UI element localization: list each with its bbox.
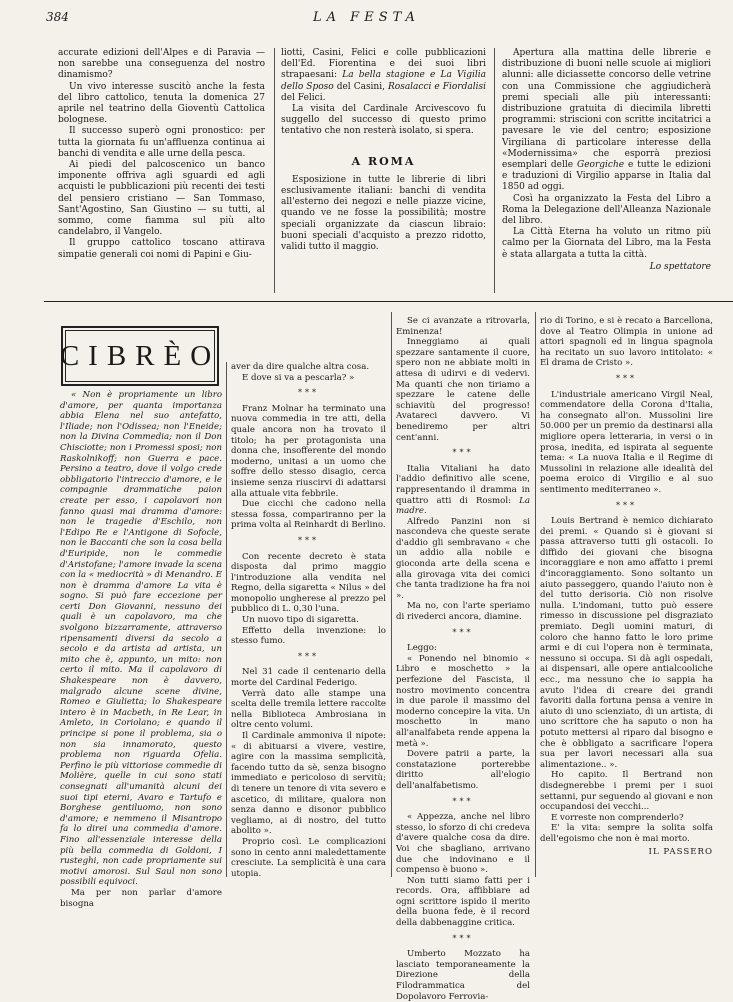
paragraph (502, 48, 711, 194)
cibreo-title: CIBRÈO (59, 339, 221, 372)
running-head: LA FESTA (313, 10, 420, 25)
paragraph: Se ci avanzate a ritrovarla, Eminenza! (396, 316, 530, 337)
section-rule (44, 301, 733, 302)
text: del Felici. (281, 92, 326, 103)
text: Italia Vitaliani ha dato l'addio definitivo alle scene, rappresentando il dramma in quattro atti di Rosmol: (396, 463, 530, 506)
separator-stars: *** (298, 535, 319, 545)
separator-stars: *** (452, 448, 474, 458)
paragraph (396, 464, 530, 517)
section-heading-a-roma: A ROMA (351, 154, 416, 168)
paragraph: Ai piedi del palcoscenico un banco imponente offriva agli sguardi ed agli acquisti le pubblicazioni più recenti dei testi del pensiero cristiano — San Tommaso, Sant'Agostino, San Giustino — su tutti, al sommo, come fiamma sul più alto candelabro, il Vangelo. (58, 160, 265, 238)
paragraph: Il successo superò ogni pronostico: per tutta la giornata fu un'affluenza continua ai banchi di vendita e alle urne della pesca. (58, 126, 265, 159)
paragraph: E vorreste non comprenderlo? (551, 812, 684, 823)
paragraph: Verrà dato alle stampe una scelta delle tremila lettere raccolte nella Biblioteca Ambrosiana in oltre cento volumi. (231, 688, 386, 731)
paragraph: Ma no, con l'arte speriamo di rivederci ancora, diamine. (396, 601, 530, 623)
paragraph: « Appezza, anche nel libro stesso, lo sforzo di chi credeva d'avere qualche cosa da dire. Voi che sbagliano, arrivano due che indovinano e il compenso è buono ». (396, 812, 530, 876)
paragraph: Non tutti siamo fatti per i records. Ora, affibbiare ad ogni scrittore ispido il merito della buona fede, è il record della dabbenaggine critica. (396, 875, 530, 929)
paragraph: La Città Eterna ha voluto un ritmo più calmo per la Giornata del Libro, ma la Festa è stata allargata a tutta la città. (502, 227, 711, 260)
paragraph: Proprio così. Le complicazioni sono in cento anni maledettamente cresciute. La semplicità è una cara utopia. (231, 836, 386, 879)
top-column-3 (502, 48, 711, 273)
paragraph: Due cicchi che cadono nella stessa fossa, compariranno per la prima volta al Reinhardt di Berlino. (231, 499, 386, 531)
paragraph: Un vivo interesse suscitò anche la festa del libro cattolico, tenuta la domenica 27 aprile nel teatrino della Gioventù Cattolica bolognese. (58, 81, 265, 126)
paragraph: Leggo: (407, 643, 437, 654)
top-column-1 (58, 48, 265, 261)
paragraph: La visita del Cardinale Arcivescovo fu suggello del successo di questo primo tentativo che non resterà isolato, si spera. (281, 104, 486, 137)
paragraph: Ho capito. Il Bertrand non disdegnerebbe i premi per i suoi settanni, pur seguendo al giovani e non occupandosi dei vecchi... (540, 770, 713, 813)
paragraph: Inneggiamo ai quali spezzare santamente il cuore, spero non ne abbiate molti in attesa di udirvi e di vedervi. Ma quanti che non tiriamo a spezzare le catene delle schiavitù del progresso! Avatareci davvero. Vi benediremo per altri cent'anni. (396, 337, 530, 443)
separator-stars: *** (452, 627, 474, 637)
paragraph: Con recente decreto è stata disposta dal primo maggio l'introduzione alla vendita nel Regno, della sigaretta « Nilus » del monopolio ungherese al prezzo pel pubblico di L. 0,30 l'una. (231, 551, 386, 615)
paragraph: Dovere patrii a parte, la constatazione porterebbe diritto all'elogio dell'analfabetismo. (396, 749, 530, 791)
paragraph: Un nuovo tipo di sigaretta. (242, 615, 359, 626)
paragraph: Esposizione in tutte le librerie di libri esclusivamente italiani: banchi di vendita all'esterno dei negozi e nelle piazze vicine, quando ve ne fosse la possibilità; mostre speciali organizzate da ciascun libraio: buoni speciali d'acquisto a prezzo ridotto, validi tutto il maggio. (281, 174, 486, 253)
paragraph: Effetto della invenzione: lo stesso fumo. (231, 625, 386, 647)
top-column-2 (281, 48, 486, 253)
paragraph: E dove si va a pescarla? » (242, 372, 355, 383)
quotation: « Non è propriamente un libro d'amore, per quanta importanza abbia Elena nel suo antefatto, l'Iliade; non l'Odissea; non l'Eneide; non la Divina Commedia; non il Don Chisciotte; non i Promessi sposi; non Raskolnikoff; non Guerra e pace. Persino a teatro, dove il volgo crede obbligatorio l'intreccio d'amore, e le compagnie drammatiche paion create per esso, i capolavori non fanno quasi mai dramma d'amore: non le tragedie d'Eschilo, non l'Edipo Re e l'Antigone di Sofocle, non le Baccanti che son la cosa bella d'Euripide, non le commedie d'Aristofane; l'amore invade la scena con la « mediocrità » di Menandro. E non è dramma d'amore La vita è sogno. Si può fare eccezione per certi Don Giovanni, nessuno dei quali è un capolavoro, ma che svolgono bizzarramente, attraverso ripensamenti diversi da secolo a secolo e da artista ad artista, un mito che è, appunto, un mito: non certo il mito. Ma il capolavoro di Shakespeare non è davvero, malgrado alcune scene divine, Romeo e Giulietta; lo Shakespeare intero è in Macbeth, in Re Lear, in Amleto, in Coriolano; e quando il principe si pone il problema, sia o non sia innamorato, questo problema non riguarda Ofelia. Perfino le più vittoriose commedie di Molière, quelle in cui sono stati consegnati all'umanità alcuni dei suoi tipi eterni, Avaro e Tartufo e Borghese gentiluomo, non sono d'amore; e nemmeno il Misantropo fa lo direi una commedia d'amore. Fino all'essenziale interesse della più bella commedia di Goldoni, I rusteghi, non cade propriamente sui motivi amorosi. Sul Saul non sono possibili equivoci. (60, 390, 222, 888)
separator-stars: *** (616, 373, 637, 383)
column-divider (391, 312, 392, 877)
paragraph: E' la vita: sempre la solita solfa dell'egoismo che non è mai morto. (540, 823, 713, 844)
paragraph: Il Cardinale ammoniva il nipote: « di abituarsi a vivere, vestire, agire con la massima semplicità, facendo tutto da sè, senza bisogno immediato e pericoloso di servitù; di tenere un tenore di vita severo e ascetico, di militare, qualora non senza danno e disonor pubblico vegliamo, ai di nostro, del tutto abolito ». (231, 731, 386, 837)
column-divider (494, 48, 495, 293)
paragraph: accurate edizioni dell'Alpes e di Paravia — non sarebbe una conseguenza del nostro dinamismo? (58, 48, 265, 81)
paragraph: rio di Torino, e si è recato a Barcellona, dove al Teatro Olimpia in unione ad attori spagnoli ed in lingua spagnola ha recitato un suo lavoro intitolato: « El drama de Cristo ». (540, 316, 713, 369)
separator-stars: *** (298, 388, 319, 398)
paragraph: L'industriale americano Virgil Neal, commendatore della Corona d'Italia, ha consegnato all'on. Mussolini lire 50.000 per un premio da destinarsi alla migliore opera letteraria, in versi o in prosa, inedita, ed ispirata al seguente tema: « La nuova Italia e il Regime di Mussolini in relazione alle idealità del poema eroico di Virgilio e al suo sentimento mediterraneo ». (540, 389, 713, 495)
paragraph: Alfredo Panzini non si nascondeva che queste serate d'addio gli sembravano « che un addio alla nobile e gioconda arte della scena e alla girovaga vita dei comici che tanta tradizione ha fra noi ». (396, 516, 530, 601)
column-divider (226, 362, 227, 877)
signature: Lo spettatore (649, 261, 711, 272)
text: e tutte le edizioni e traduzioni di Virgilio apparse in Italia dal 1850 ad oggi. (502, 160, 711, 193)
paragraph: Franz Molnar ha terminato una nuova commedia in tre atti, della quale ancora non ha trovato il titolo; ha per protagonista una donna che, insofferente del mondo moderno, unitasi a un uomo che soffre dello stesso disagio, cerca insieme senza riuscirvi di adattarsi alla attuale vita febbrile. (231, 403, 386, 499)
book-title: Rosalacci e Fiordalisi (388, 81, 486, 92)
column-divider (535, 312, 536, 877)
column-divider (274, 48, 275, 293)
paragraph: « Ponendo nel binomio « Libro e moschetto » la perfezione del Fascista, il nostro movimento concentra in due parole il massimo del moderno concepire la vita. Un moschetto in mano all'analfabeta rende appena la metà ». (396, 653, 530, 749)
separator-stars: *** (298, 651, 319, 661)
paragraph: Il gruppo cattolico toscano attirava simpatie generali coi nomi di Papini e Giu- (58, 238, 265, 260)
separator-stars: *** (452, 796, 474, 806)
text: liotti, Casini, Felici e colle pubblicazioni dell'Ed. Fiorentina e dei suoi libri strapaesani: (281, 48, 486, 81)
paragraph: Louis Bertrand è nemico dichiarato dei premi. « Quando si è giovani si passa attraverso tutti gli ostacoli. Io diffido dei giovani che bisogna incoraggiare e non amo affatto i premi d'incoraggiamento. Sono soltanto un aiuto passeggero, quando l'aiuto non è del tutto derisoria. Ciò non risolve nulla. L'indomani, tutto può essere rimesso in discussione pel disgraziato premiato. Degli uomini maturi, di coloro che hanno fatto le loro prime armi e di cui l'opera non è terminata, nessuno si occupa. Si dà agli ospedali, ai dispensari, alle opere antialcooliche ecc., ma nessuno che io sappia ha avuto l'idea di creare dei grandi favoriti dalla fortuna pensa a venire in aiuto di uno scienziato, di un artista, di uno scrittore che ha saputo o non ha potuto mettersi al riparo dal bisogno e che è obbligato a sacrificare l'opera sua per lavori necessari alla sua alimentazione.. ». (540, 516, 713, 770)
cibreo-column-4 (540, 316, 713, 857)
cibreo-column-1 (60, 390, 222, 909)
text: Apertura alla mattina delle librerie e distribuzione di buoni nelle scuole ai migliori alunni: alle diciassette concorso delle vetrine con una Commissione che aggiudicherà premi speciali alle più interessanti: distribuzione gratuita di diecimila libretti programmi: striscioni con scritte incitatrici a pavesare le vie del centro; esposizione Virgiliana di particolare interesse della «Modernissima» che esporrà preziosi esemplari delle (502, 48, 711, 171)
cibreo-title-box (61, 326, 219, 386)
book-title: Georgiche (577, 160, 625, 171)
signature: IL PASSERO (648, 846, 713, 857)
page-number: 384 (46, 10, 69, 24)
text: del Casini, (333, 81, 388, 92)
play-title: La madre. (396, 495, 530, 517)
cibreo-column-3 (396, 316, 530, 1002)
book-title: La bella stagione e La Vigilia dello Sposo (281, 70, 486, 92)
paragraph: Nel 31 cade il centenario della morte del Cardinal Federigo. (231, 667, 386, 689)
paragraph (281, 48, 486, 104)
paragraph: Ma per non parlar d'amore bisogna (60, 887, 222, 909)
paragraph: Umberto Mozzato ha lasciato temporaneamente la Direzione della Filodrammatica del Dopolavoro Ferrovia- (396, 949, 530, 1002)
paragraph: aver da dire qualche altra cosa. (231, 362, 370, 372)
cibreo-column-2 (231, 362, 386, 879)
separator-stars: *** (452, 933, 474, 943)
paragraph: Così ha organizzato la Festa del Libro a Roma la Delegazione dell'Alleanza Nazionale del libro. (502, 193, 711, 227)
separator-stars: *** (616, 500, 637, 510)
